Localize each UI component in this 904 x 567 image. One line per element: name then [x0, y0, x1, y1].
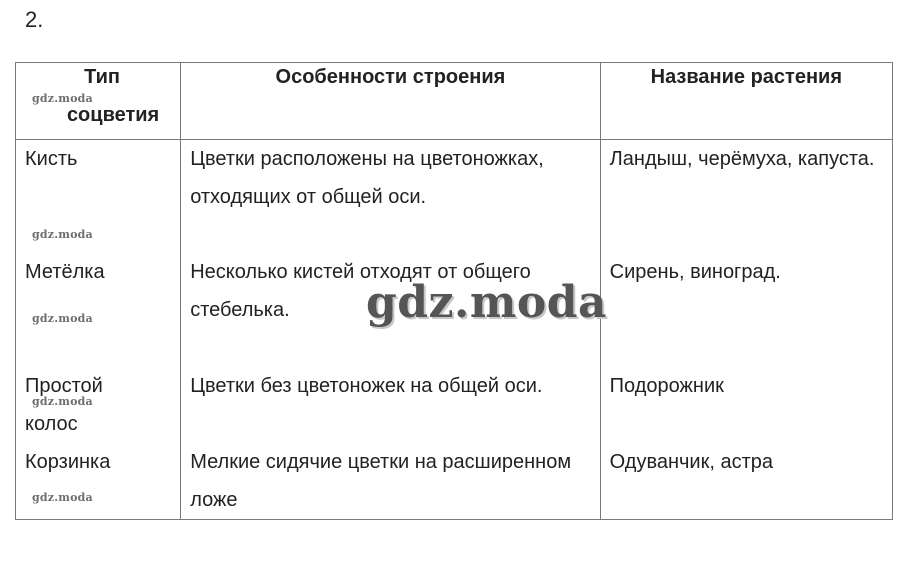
cell-structure: Несколько кистей отходят от общего стебелька. [181, 253, 600, 367]
cell-plants: Подорожник [600, 367, 892, 443]
cell-plants: Одуванчик, астра [600, 443, 892, 520]
header-structure: Особенности строения [181, 63, 600, 140]
table-row [16, 367, 893, 443]
cell-type: Метёлка [16, 253, 181, 367]
cell-structure: Мелкие сидячие цветки на расширенном ложе [181, 443, 600, 520]
watermark-small: gdz.moda [32, 312, 93, 325]
cell-type: Простой колос [16, 367, 181, 443]
cell-plants: Ландыш, черёмуха, капуста. [600, 140, 892, 254]
task-number: 2. [25, 7, 44, 32]
table-header-row [16, 63, 893, 140]
watermark-small: gdz.moda [32, 92, 93, 105]
watermark-small: gdz.moda [32, 228, 93, 241]
table-row [16, 443, 893, 520]
cell-type: Корзинка [16, 443, 181, 520]
watermark-small: gdz.moda [32, 491, 93, 504]
header-plants: Название растения [600, 63, 892, 140]
cell-structure: Цветки расположены на цветоножках, отходящих от общей оси. [181, 140, 600, 254]
watermark-big: gdz.moda [366, 277, 608, 328]
header-type-line2: соцветия [66, 104, 160, 126]
header-type-line1: Тип [84, 66, 121, 88]
table-row [16, 140, 893, 254]
cell-structure: Цветки без цветоножек на общей оси. [181, 367, 600, 443]
watermark-small: gdz.moda [32, 395, 93, 408]
cell-type: Кисть [16, 140, 181, 254]
cell-plants: Сирень, виноград. [600, 253, 892, 367]
